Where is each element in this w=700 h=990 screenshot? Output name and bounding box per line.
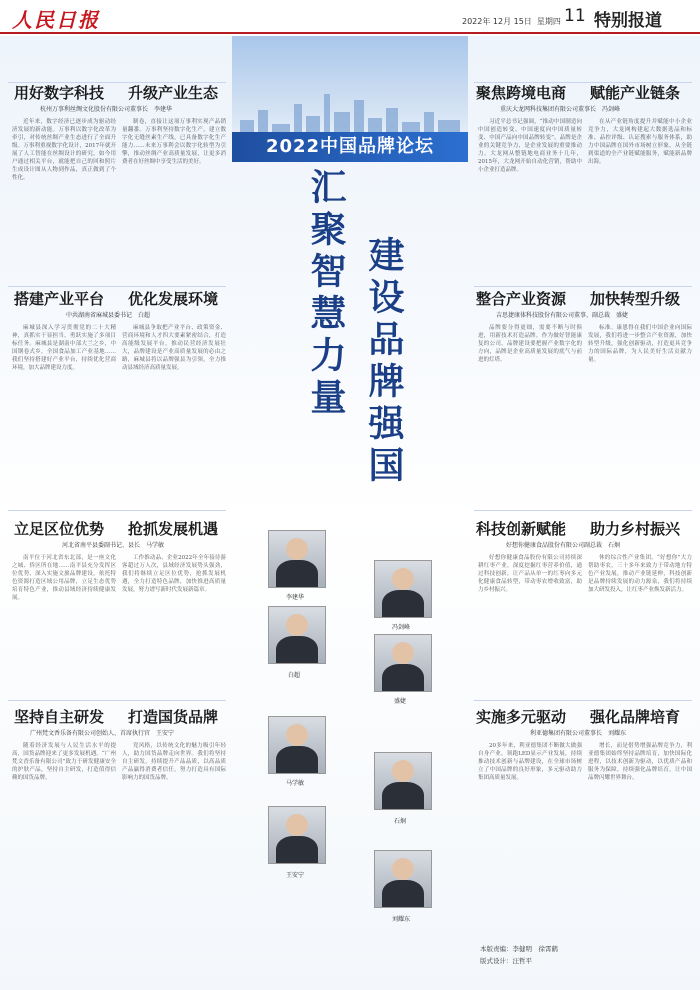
article-title-part1: 科技创新赋能 xyxy=(476,520,567,538)
editor-credit: 本版责编：李健明 徐霄鹤 xyxy=(480,945,558,953)
article-title-part1: 立足区位优势 xyxy=(14,520,105,538)
portrait-photo xyxy=(374,752,432,810)
article-column: 增长，而是借势增强品牌竞争力，利亚德集团始终坚持品牌培育，加快国际化进程，以技术创新为驱动，以优质产品和服务为保障，持续强化品牌培育，让中国品牌闪耀世界舞台。 xyxy=(588,743,692,781)
article-title-part2: 强化品牌培育 xyxy=(590,708,681,726)
article-column: 麻城县争取把产业平台、政策资金、营商环境和人才四大要素紧密结合，打造高能级发展平台，推动民营经济发展壮大，品牌建设是产业高质量发展的必由之路，麻城县将以品牌强县为引领，全力推动县域经济高质量发展。 xyxy=(122,325,226,371)
article-title-part1: 整合产业资源 xyxy=(476,290,567,308)
article-block xyxy=(474,700,692,701)
portrait-caption: 石炯 xyxy=(394,818,407,825)
article-column: 在从产业链角度提升并赋能中小企业竞争力，大龙网构建起大数据选品和标准、品控评级、认证搜索与服务体系，助力中国品牌在国外市场树立形象，从全链到渠道的全产业链赋能服务，赋能新品牌出海。 xyxy=(588,119,692,165)
portrait-photo xyxy=(374,634,432,692)
article-column: 党风格，以传统文化的魅力吸引年轻人，助力国货品牌走向世界。我们将坚持自主研发，持续提升产品品质，以高品质产品赢得消费者信任，努力打造具有国际影响力的国货品牌。 xyxy=(122,743,226,781)
article-column: 制卷，直接让这项万事利实现产品销量翻番。万事利坚持数字化生产，建立数字化无缝丝素生产线，已具备数字化生产能力……未来万事利会以数字化转型为引擎，推动丝绸产业高质量发展，让更多消费者在好丝绸中享受生活的美好。 xyxy=(122,119,226,165)
portrait-photo xyxy=(268,806,326,864)
portrait-photo xyxy=(268,716,326,774)
article-column: 南平位于河北省东北部，是一座文化之城、侨区所在地……南平县充分发挥区位优势，深入实施文旅品牌建设，依托特色资源打造区域公用品牌，立足生态优势培育特色产业，推动县域经济持续健康发展。 xyxy=(12,555,116,601)
issue-date: 2022年 12月 15日 星期四 xyxy=(462,17,561,26)
portrait-caption: 白超 xyxy=(288,672,301,679)
section-title: 特别报道 xyxy=(594,11,662,31)
portrait-photo xyxy=(374,560,432,618)
article-byline: 重庆大龙网科技集团有限公司董事长 冯剑峰 xyxy=(500,106,621,113)
article-block xyxy=(8,700,226,701)
article-title-part1: 坚持自主研发 xyxy=(14,708,105,726)
article-column: 品牌要分得更细，需要不断与时俱进，用新技术打造品牌。作为做好智能康复的公司，品牌建设要把握产业数字化的方向，品牌是企业高质量发展的底气与前进的灯塔。 xyxy=(478,325,582,363)
page-number: 11 xyxy=(564,6,586,26)
portrait-caption: 李建华 xyxy=(286,594,305,601)
article-title-part1: 搭建产业平台 xyxy=(14,290,105,308)
article-block xyxy=(474,510,692,511)
article-column: 麻城县深入学习贯彻党的二十大精神，真抓实干显担当，勇跃实施了多项目标任务。麻城县是湖南中部大兰之乡，中国钢卷式乡，全国食品加工产业基地……我们坚持搭建好产业平台，持续优化营商环境，加大品牌建设力度。 xyxy=(12,325,116,371)
portrait-photo xyxy=(374,850,432,908)
article-column: 20多年来，利亚德集团不断做大做强自身产业，领跑LED显示产业发展，持续推动技术创新与品牌建设，在全球市场树立了中国品牌的良好形象，多元驱动助力集团高质量发展。 xyxy=(478,743,582,781)
article-block xyxy=(8,510,226,511)
portrait-caption: 盛婕 xyxy=(394,698,407,705)
article-title-part2: 助力乡村振兴 xyxy=(590,520,681,538)
article-title-part1: 聚焦跨境电商 xyxy=(476,84,567,102)
portrait-photo xyxy=(268,530,326,588)
article-block xyxy=(8,286,226,287)
article-column: 休的综合性产业集团。“好想你”大力帮助枣农，三十多年来致力于带动地方特色产业发展，推动产业链延伸，科技创新是品牌持续发展的动力源泉，我们将持续加大研发投入，让红枣产业焕发新活力。 xyxy=(588,555,692,593)
article-title-part2: 打造国货品牌 xyxy=(128,708,219,726)
portrait-caption: 冯剑峰 xyxy=(392,624,411,631)
article-byline: 广州梵文香乐备有限公司创始人、首席执行官 王安宁 xyxy=(30,730,175,737)
article-title-part1: 实施多元驱动 xyxy=(476,708,567,726)
article-column: 好想你健康食品股份有限公司持续深耕红枣产业，深度挖掘红枣营养价值，通过科技创新，让产品从单一的红枣向多元化健康食品转型，带动枣农增收致富，助力乡村振兴。 xyxy=(478,555,582,593)
article-column: 习近平总书记强调，“推动中国制造向中国创造转变、中国速度向中国质量转变、中国产品向中国品牌转变”。品牌是企业的关键竞争力，是企业发展的重要推动力。大龙网从整链地电商业务十几年，2015年，大龙网开始自动化营销，帮助中小企业打造品牌。 xyxy=(478,119,582,173)
vertical-title-right: 建设品牌强国 xyxy=(363,236,404,488)
newspaper-logo: 人民日报 xyxy=(12,8,100,32)
article-title-part2: 优化发展环境 xyxy=(128,290,219,308)
article-byline: 河北省南平县委副书记、县长 马学敏 xyxy=(62,542,165,549)
design-credit: 版式设计：汪哲平 xyxy=(480,957,532,965)
article-column: 随着经济发展与人民生活水平的提高，国货品牌迎来了更多发展机遇。“广州梵文香乐备有限公司”致力于研发健康安全的护肤产品，坚持自主研发，打造值得信赖的国货品牌。 xyxy=(12,743,116,781)
article-byline: 杭州万事利丝绸文化股份有限公司董事长 李建华 xyxy=(40,106,173,113)
portrait-caption: 刘耀东 xyxy=(392,916,411,923)
article-byline: 吉思捷康体科技股份有限公司董事、副总裁 盛婕 xyxy=(496,312,629,319)
article-column: 工作推动品、企业2022年全年接待游客超过万人次，县域经济发展势头强劲，我们将继续立足区位优势，抢抓发展机遇，全力打造特色品牌，加快推进高质量发展，努力谱写新时代发展新篇章。 xyxy=(122,555,226,593)
article-title-part2: 升级产业生态 xyxy=(128,84,219,102)
article-column: 标准。康恩得在我们中国企业向国际发展，我们将进一步整合产业资源，加快转型升级，强化创新驱动，打造更具竞争力的国际品牌，为人民美好生活贡献力量。 xyxy=(588,325,692,363)
masthead xyxy=(0,0,700,34)
article-byline: 好想你健康食品股份有限公司副总裁 石炯 xyxy=(506,542,621,549)
article-title-part2: 赋能产业链条 xyxy=(590,84,681,102)
article-column: 近年来，数字经济已逐步成为驱动经济发展的新动能。万事利以数字化改革为牵引，对传统丝绸产业生态进行了全面升级。万事利重视数字化设计，2017年就开展了人工智能在丝绸设计的研究，如今用户通过相关平台，就能把自己的回和照片生成设计图从人物到作品，真正做到了个性化。 xyxy=(12,119,116,181)
article-byline: 中共湖南省麻城县委书记 白超 xyxy=(66,312,151,319)
vertical-title-left: 汇聚智慧力量 xyxy=(305,168,346,420)
article-title-part2: 加快转型升级 xyxy=(590,290,681,308)
portrait-caption: 王安宁 xyxy=(286,872,305,879)
forum-banner: 2022中国品牌论坛 xyxy=(232,132,468,162)
article-title-part1: 用好数字科技 xyxy=(14,84,105,102)
article-title-part2: 抢抓发展机遇 xyxy=(128,520,219,538)
article-byline: 利亚德集团有限公司董事长 刘耀东 xyxy=(530,730,627,737)
portrait-caption: 马学敏 xyxy=(286,780,305,787)
portrait-photo xyxy=(268,606,326,664)
article-block xyxy=(474,286,692,287)
